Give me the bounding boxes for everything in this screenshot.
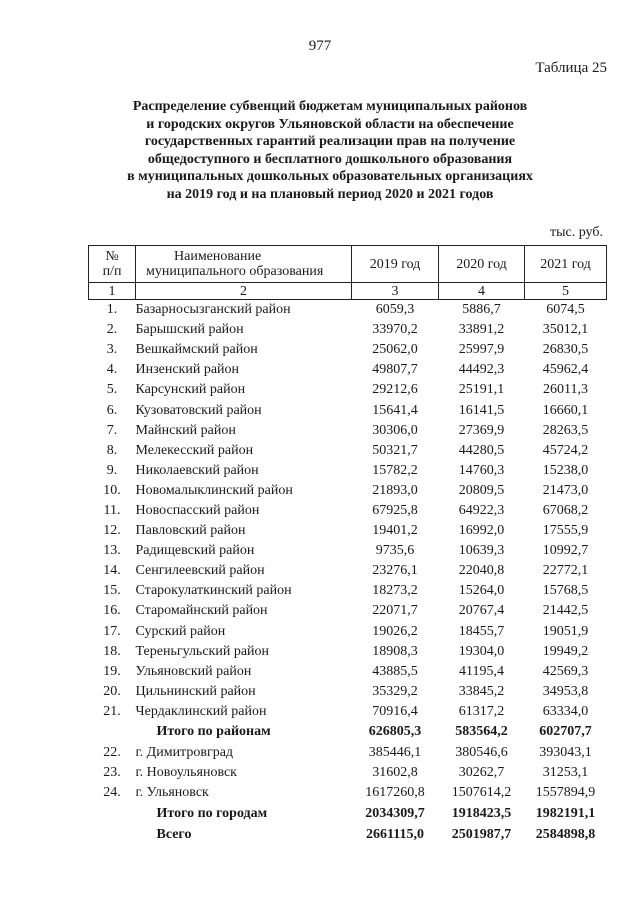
value-2021: 45962,4 xyxy=(542,362,589,378)
value-2020: 2501987,7 xyxy=(451,826,512,842)
row-name: Всего xyxy=(156,826,192,842)
value-2021: 28263,5 xyxy=(542,422,589,438)
row-number: 19. xyxy=(103,663,121,679)
row-number: 10. xyxy=(103,482,121,498)
value-2021: 19949,2 xyxy=(542,643,589,659)
table-row xyxy=(89,360,607,380)
header-name xyxy=(136,246,352,283)
column-number: 3 xyxy=(352,283,439,300)
value-2019: 67925,8 xyxy=(372,502,418,518)
value-2021: 35012,1 xyxy=(542,322,589,338)
row-number: 13. xyxy=(103,543,121,559)
value-2019: 2661115,0 xyxy=(366,826,424,842)
value-2020: 61317,2 xyxy=(458,703,505,719)
total-row xyxy=(89,803,607,824)
value-2021: 42569,3 xyxy=(542,663,589,679)
value-2020: 14760,3 xyxy=(458,462,505,478)
row-name: Барышский район xyxy=(135,322,244,338)
value-2021: 19051,9 xyxy=(542,623,589,639)
header-number-line2: п/п xyxy=(102,264,122,279)
title-line: и городских округов Ульяновской области на обеспечение xyxy=(146,116,514,132)
total-row xyxy=(89,824,607,845)
table-row xyxy=(89,541,607,561)
value-2019: 33970,2 xyxy=(372,322,418,338)
row-number: 6. xyxy=(106,402,118,418)
title-line: государственных гарантий реализации прав на получение xyxy=(144,134,516,150)
table-row xyxy=(89,481,607,501)
title-line: в муниципальных дошкольных образовательных организациях xyxy=(127,169,533,185)
table-row xyxy=(89,300,607,321)
table-title xyxy=(110,98,550,204)
value-2020: 20767,4 xyxy=(458,603,505,619)
row-name: Итого по районам xyxy=(156,724,271,740)
value-2021: 21442,5 xyxy=(542,603,589,619)
table-row xyxy=(89,521,607,541)
value-2020: 16992,0 xyxy=(458,523,505,539)
value-2020: 44280,5 xyxy=(458,442,505,458)
value-2019: 21893,0 xyxy=(372,482,418,498)
value-2019: 19401,2 xyxy=(372,523,418,539)
value-2021: 2584898,8 xyxy=(535,826,596,842)
row-name: Новоспасский район xyxy=(135,502,260,518)
row-name: Старокулаткинский район xyxy=(135,583,292,599)
table-row xyxy=(89,320,607,340)
row-name: Чердаклинский район xyxy=(135,703,267,719)
value-2020: 22040,8 xyxy=(458,563,505,579)
table-row xyxy=(89,340,607,360)
value-2020: 25997,9 xyxy=(458,342,505,358)
value-2020: 64922,3 xyxy=(458,502,505,518)
value-2020: 10639,3 xyxy=(458,543,505,559)
column-number: 4 xyxy=(439,283,525,300)
table-row xyxy=(89,702,607,722)
value-2020: 44492,3 xyxy=(458,362,505,378)
value-2019: 25062,0 xyxy=(372,342,418,358)
row-name: Инзенский район xyxy=(135,362,240,378)
value-2020: 25191,1 xyxy=(458,382,505,398)
title-line: на 2019 год и на плановый период 2020 и 2021 годов xyxy=(166,186,494,202)
row-number xyxy=(89,803,136,824)
value-2021: 1982191,1 xyxy=(535,805,596,821)
value-2021: 17555,9 xyxy=(542,523,589,539)
value-2021: 63334,0 xyxy=(542,703,589,719)
row-number: 4. xyxy=(106,362,118,378)
value-2021: 10992,7 xyxy=(542,543,589,559)
row-number: 15. xyxy=(103,583,121,599)
value-2020: 1918423,5 xyxy=(451,805,512,821)
row-number: 17. xyxy=(103,623,121,639)
header-name-line1: Наименование xyxy=(174,249,262,264)
value-2019: 15782,2 xyxy=(372,462,418,478)
value-2020: 5886,7 xyxy=(462,302,501,318)
row-number: 5. xyxy=(106,382,118,398)
value-2021: 34953,8 xyxy=(542,683,589,699)
header-2021: 2021 год xyxy=(525,246,607,283)
table-row xyxy=(89,743,607,763)
row-name: г. Ульяновск xyxy=(135,785,209,801)
row-number: 8. xyxy=(106,442,118,458)
column-number-row xyxy=(89,283,607,300)
table-row xyxy=(89,421,607,441)
table-row xyxy=(89,400,607,420)
value-2019: 50321,7 xyxy=(372,442,418,458)
value-2021: 21473,0 xyxy=(542,482,589,498)
value-2021: 22772,1 xyxy=(542,563,589,579)
header-row xyxy=(89,246,607,283)
row-number xyxy=(89,722,136,743)
value-2019: 385446,1 xyxy=(368,745,422,761)
table-row xyxy=(89,581,607,601)
row-name: Карсунский район xyxy=(135,382,246,398)
row-name: г. Димитровград xyxy=(135,745,234,761)
row-name: Старомайнский район xyxy=(135,603,268,619)
value-2020: 33845,2 xyxy=(458,683,505,699)
value-2019: 18273,2 xyxy=(372,583,418,599)
table-row xyxy=(89,763,607,783)
value-2019: 2034309,7 xyxy=(365,805,425,821)
value-2020: 30262,7 xyxy=(458,765,505,781)
row-name: Мелекесский район xyxy=(135,442,254,458)
value-2019: 22071,7 xyxy=(372,603,418,619)
header-number-line1: № xyxy=(105,249,119,264)
value-2021: 6074,5 xyxy=(546,302,585,318)
value-2021: 15238,0 xyxy=(542,462,589,478)
row-number: 20. xyxy=(103,683,121,699)
table-row xyxy=(89,682,607,702)
row-number: 14. xyxy=(103,563,121,579)
row-number: 23. xyxy=(103,765,121,781)
value-2019: 70916,4 xyxy=(372,703,418,719)
row-number: 7. xyxy=(106,422,118,438)
value-2019: 15641,4 xyxy=(372,402,418,418)
table-row xyxy=(89,461,607,481)
value-2020: 20809,5 xyxy=(458,482,505,498)
row-number: 9. xyxy=(106,462,118,478)
value-2019: 6059,3 xyxy=(375,302,415,318)
table-body xyxy=(89,300,607,846)
header-2020: 2020 год xyxy=(439,246,525,283)
table-row xyxy=(89,642,607,662)
table-row xyxy=(89,662,607,682)
value-2020: 583564,2 xyxy=(455,724,508,740)
value-2019: 29212,6 xyxy=(372,382,418,398)
value-2020: 33891,2 xyxy=(458,322,505,338)
row-name: Павловский район xyxy=(135,523,246,539)
table-row xyxy=(89,601,607,621)
value-2021: 393043,1 xyxy=(539,745,592,761)
row-name: Тереньгульский район xyxy=(135,643,270,659)
value-2020: 19304,0 xyxy=(458,643,505,659)
value-2019: 43885,5 xyxy=(372,663,418,679)
row-name: Цильнинский район xyxy=(135,683,256,699)
header-number xyxy=(89,246,136,283)
value-2019: 1617260,8 xyxy=(365,785,425,801)
row-number xyxy=(89,824,136,845)
value-2020: 1507614,2 xyxy=(451,785,512,801)
title-line: общедоступного и бесплатного дошкольного образования xyxy=(147,151,513,167)
total-row xyxy=(89,722,607,743)
column-number: 2 xyxy=(136,283,352,300)
row-name: Итого по городам xyxy=(156,805,268,821)
header-name-line2: муниципального образования xyxy=(146,264,324,279)
value-2021: 45724,2 xyxy=(542,442,589,458)
row-number: 11. xyxy=(103,502,121,518)
subsidies-table xyxy=(88,245,607,845)
value-2019: 23276,1 xyxy=(372,563,418,579)
row-number: 12. xyxy=(103,523,121,539)
row-name: Базарносызганский район xyxy=(135,302,291,318)
table-row xyxy=(89,441,607,461)
value-2021: 26830,5 xyxy=(542,342,589,358)
row-name: Радищевский район xyxy=(135,543,255,559)
table-row xyxy=(89,561,607,581)
table-row xyxy=(89,380,607,400)
row-name: Майнский район xyxy=(135,422,236,438)
row-number: 1. xyxy=(106,302,118,318)
value-2019: 9735,6 xyxy=(375,543,415,559)
table-row xyxy=(89,783,607,803)
value-2019: 626805,3 xyxy=(368,724,422,740)
row-name: Кузоватовский район xyxy=(135,402,262,418)
row-name: Сурский район xyxy=(135,623,226,639)
row-number: 16. xyxy=(103,603,121,619)
row-number: 24. xyxy=(103,785,121,801)
page-number: 977 xyxy=(308,38,332,54)
value-2021: 31253,1 xyxy=(542,765,589,781)
row-number: 3. xyxy=(106,342,118,358)
value-2019: 18908,3 xyxy=(372,643,418,659)
row-name: г. Новоульяновск xyxy=(135,765,237,781)
value-2021: 15768,5 xyxy=(542,583,589,599)
value-2021: 67068,2 xyxy=(542,502,589,518)
value-2019: 35329,2 xyxy=(372,683,418,699)
row-number: 2. xyxy=(106,322,118,338)
table-row xyxy=(89,501,607,521)
value-2020: 41195,4 xyxy=(459,663,504,679)
value-2020: 16141,5 xyxy=(458,402,505,418)
table-row xyxy=(89,622,607,642)
value-2020: 380546,6 xyxy=(455,745,508,761)
value-2020: 18455,7 xyxy=(458,623,505,639)
value-2020: 15264,0 xyxy=(458,583,505,599)
value-2019: 49807,7 xyxy=(372,362,418,378)
value-2019: 30306,0 xyxy=(372,422,418,438)
row-name: Николаевский район xyxy=(135,462,259,478)
column-number: 1 xyxy=(89,283,136,300)
title-line: Распределение субвенций бюджетам муниципальных районов xyxy=(132,99,528,114)
value-2021: 26011,3 xyxy=(543,382,588,398)
row-number: 21. xyxy=(103,703,121,719)
row-name: Новомалыклинский район xyxy=(135,482,293,498)
row-name: Сенгилеевский район xyxy=(135,563,265,579)
header-2019: 2019 год xyxy=(352,246,439,283)
row-number: 18. xyxy=(103,643,121,659)
value-2019: 31602,8 xyxy=(372,765,418,781)
row-name: Ульяновский район xyxy=(135,663,252,679)
row-name: Вешкаймский район xyxy=(135,342,258,358)
column-number: 5 xyxy=(525,283,607,300)
value-2019: 19026,2 xyxy=(372,623,418,639)
value-2021: 16660,1 xyxy=(542,402,589,418)
units-label: тыс. руб. xyxy=(550,225,603,240)
row-number: 22. xyxy=(103,745,121,761)
value-2021: 1557894,9 xyxy=(535,785,596,801)
table-label: Таблица 25 xyxy=(535,60,607,76)
value-2021: 602707,7 xyxy=(539,724,592,740)
value-2020: 27369,9 xyxy=(458,422,505,438)
